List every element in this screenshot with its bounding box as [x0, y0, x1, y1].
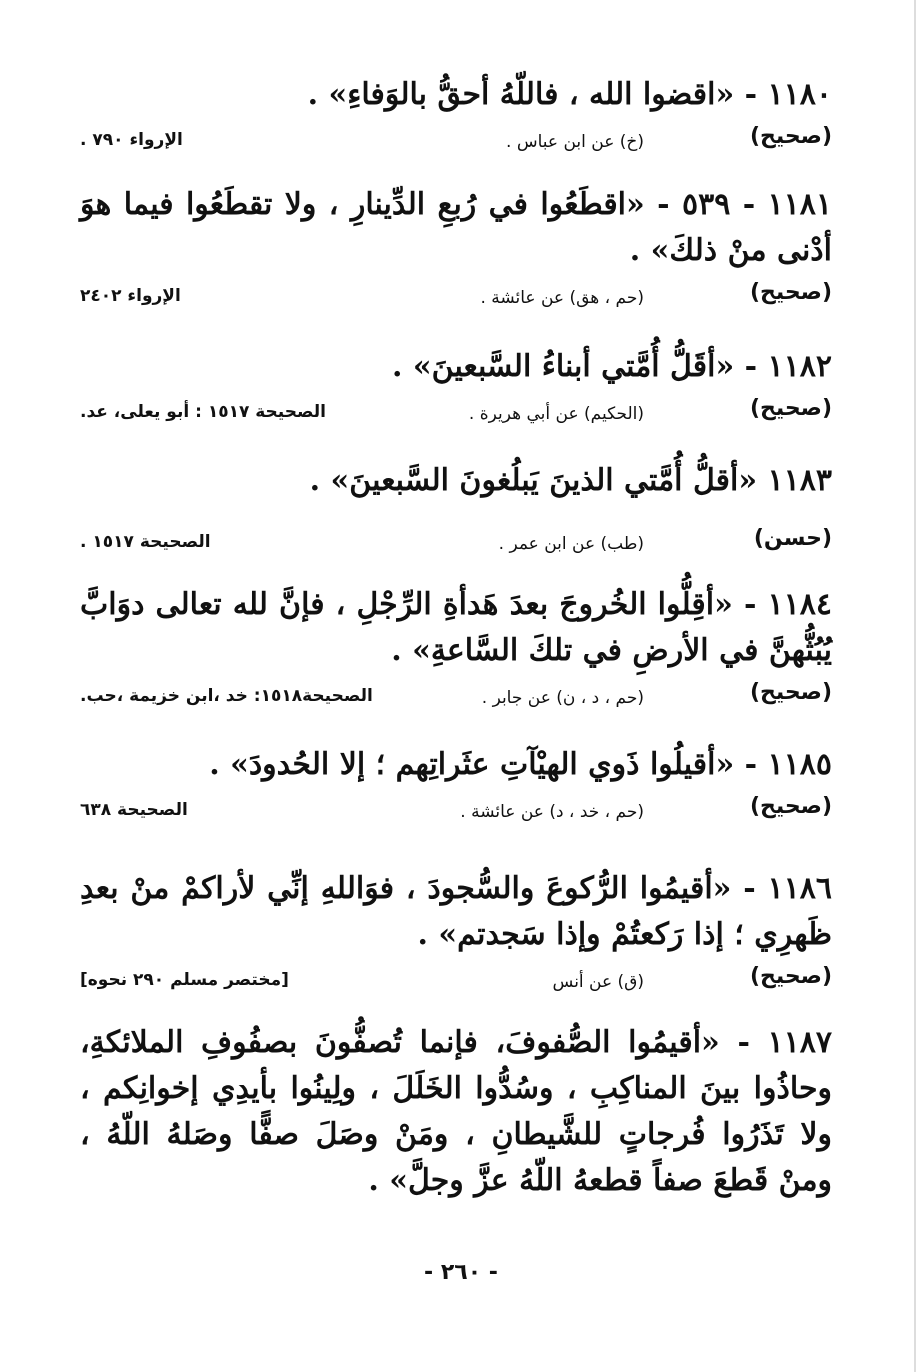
hadith-text: ١١٨٠ - «اقضوا الله ، فاللّهُ أحقُّ بالوَفاءِ» . — [307, 77, 832, 112]
hadith-entry-1180 — [80, 72, 832, 166]
reference: الصحيحة ٦٣٨ — [80, 800, 188, 820]
hadith-source-line — [80, 122, 832, 166]
grade-label: (صحيح) — [749, 396, 832, 421]
hadith-text: ١١٨١ - ٥٣٩ - «اقطَعُوا في رُبعِ الدِّينارِ ، ولا تقطَعُوا فيما هوَ أدْنى منْ ذلكَ» . — [80, 187, 832, 268]
grade-label: (صحيح) — [749, 964, 832, 989]
page-number: - ٢٦٠ - — [424, 1260, 498, 1285]
hadith-text: ١١٨٦ - «أقيمُوا الرُّكوعَ والسُّجودَ ، فوَاللهِ إنِّي لأراكمْ منْ بعدِ ظَهرِي ؛ إذا رَكعتُمْ وإذا سَجدتم» . — [80, 871, 832, 952]
hadith-source-line — [80, 278, 832, 322]
hadith-text: ١١٨٧ - «أقيمُوا الصُّفوفَ، فإنما تُصفُّونَ بصفُوفِ الملائكةِ، وحاذُوا بينَ المناكِبِ ، وسُدُّوا الخَلَلَ ، ولِينُوا بأيدِي إخوانِكم ، ولا تَذَرُوا فُرجاتٍ للشَّيطانِ ، ومَنْ وصَلَ صفًّا وصَلهُ اللّهُ ، ومنْ قَطعَ صفاً قطعهُ اللّهُ عزَّ وجلَّ» . — [80, 1025, 832, 1198]
grade-label: (صحيح) — [749, 124, 832, 149]
hadith-entry-1182 — [80, 344, 832, 438]
grade-label: (صحيح) — [749, 794, 832, 819]
reference: الإرواء ٢٤٠٢ — [80, 286, 181, 306]
hadith-entry-1185 — [80, 742, 832, 836]
hadith-text: ١١٨٤ - «أقِلُّوا الخُروجَ بعدَ هَدأةِ الرِّجْلِ ، فإنَّ لله تعالى دوَابَّ يُبُثُّهنَّ في الأرضِ في تلكَ السَّاعةِ» . — [80, 587, 832, 668]
reference: الصحيحة١٥١٨: خد ،ابن خزيمة ،حب. — [80, 686, 373, 706]
hadith-entry-1187 — [80, 1020, 832, 1204]
narrator-source: (حم ، خد ، د) عن عائشة . — [460, 802, 644, 822]
reference: الصحيحة ١٥١٧ . — [80, 532, 211, 552]
grade-label: (صحيح) — [749, 280, 832, 305]
page-edge-divider — [914, 0, 916, 1372]
hadith-entry-1186 — [80, 866, 832, 1006]
hadith-entry-1181 — [80, 182, 832, 322]
hadith-source-line — [80, 524, 832, 568]
narrator-source: (ق) عن أنس — [552, 972, 644, 992]
hadith-source-line — [80, 792, 832, 836]
reference: الصحيحة ١٥١٧ : أبو يعلى، عد. — [80, 402, 326, 422]
grade-label: (صحيح) — [749, 680, 832, 705]
hadith-text: ١١٨٥ - «أقيلُوا ذَوي الهيْآتِ عثَراتِهم ؛ إلا الحُدودَ» . — [209, 747, 832, 782]
narrator-source: (حم ، د ، ن) عن جابر . — [481, 688, 644, 708]
narrator-source: (حم ، هق) عن عائشة . — [480, 288, 644, 308]
narrator-source: (الحكيم) عن أبي هريرة . — [468, 404, 644, 424]
grade-label: (حسن) — [753, 526, 832, 551]
hadith-text: ١١٨٣ «أقلُّ أُمَّتي الذينَ يَبلُغونَ السَّبعينَ» . — [309, 463, 832, 498]
hadith-text: ١١٨٢ - «أقَلُّ أُمَّتي أبناءُ السَّبعينَ» . — [391, 349, 832, 384]
reference: الإرواء ٧٩٠ . — [80, 130, 183, 150]
hadith-entry-1184 — [80, 582, 832, 722]
narrator-source: (خ) عن ابن عباس . — [506, 132, 644, 152]
hadith-source-line — [80, 678, 832, 722]
hadith-source-line — [80, 394, 832, 438]
hadith-entry-1183 — [80, 458, 832, 568]
narrator-source: (طب) عن ابن عمر . — [498, 534, 644, 554]
hadith-source-line — [80, 962, 832, 1006]
reference: [مختصر مسلم ٢٩٠ نحوه] — [80, 970, 289, 990]
